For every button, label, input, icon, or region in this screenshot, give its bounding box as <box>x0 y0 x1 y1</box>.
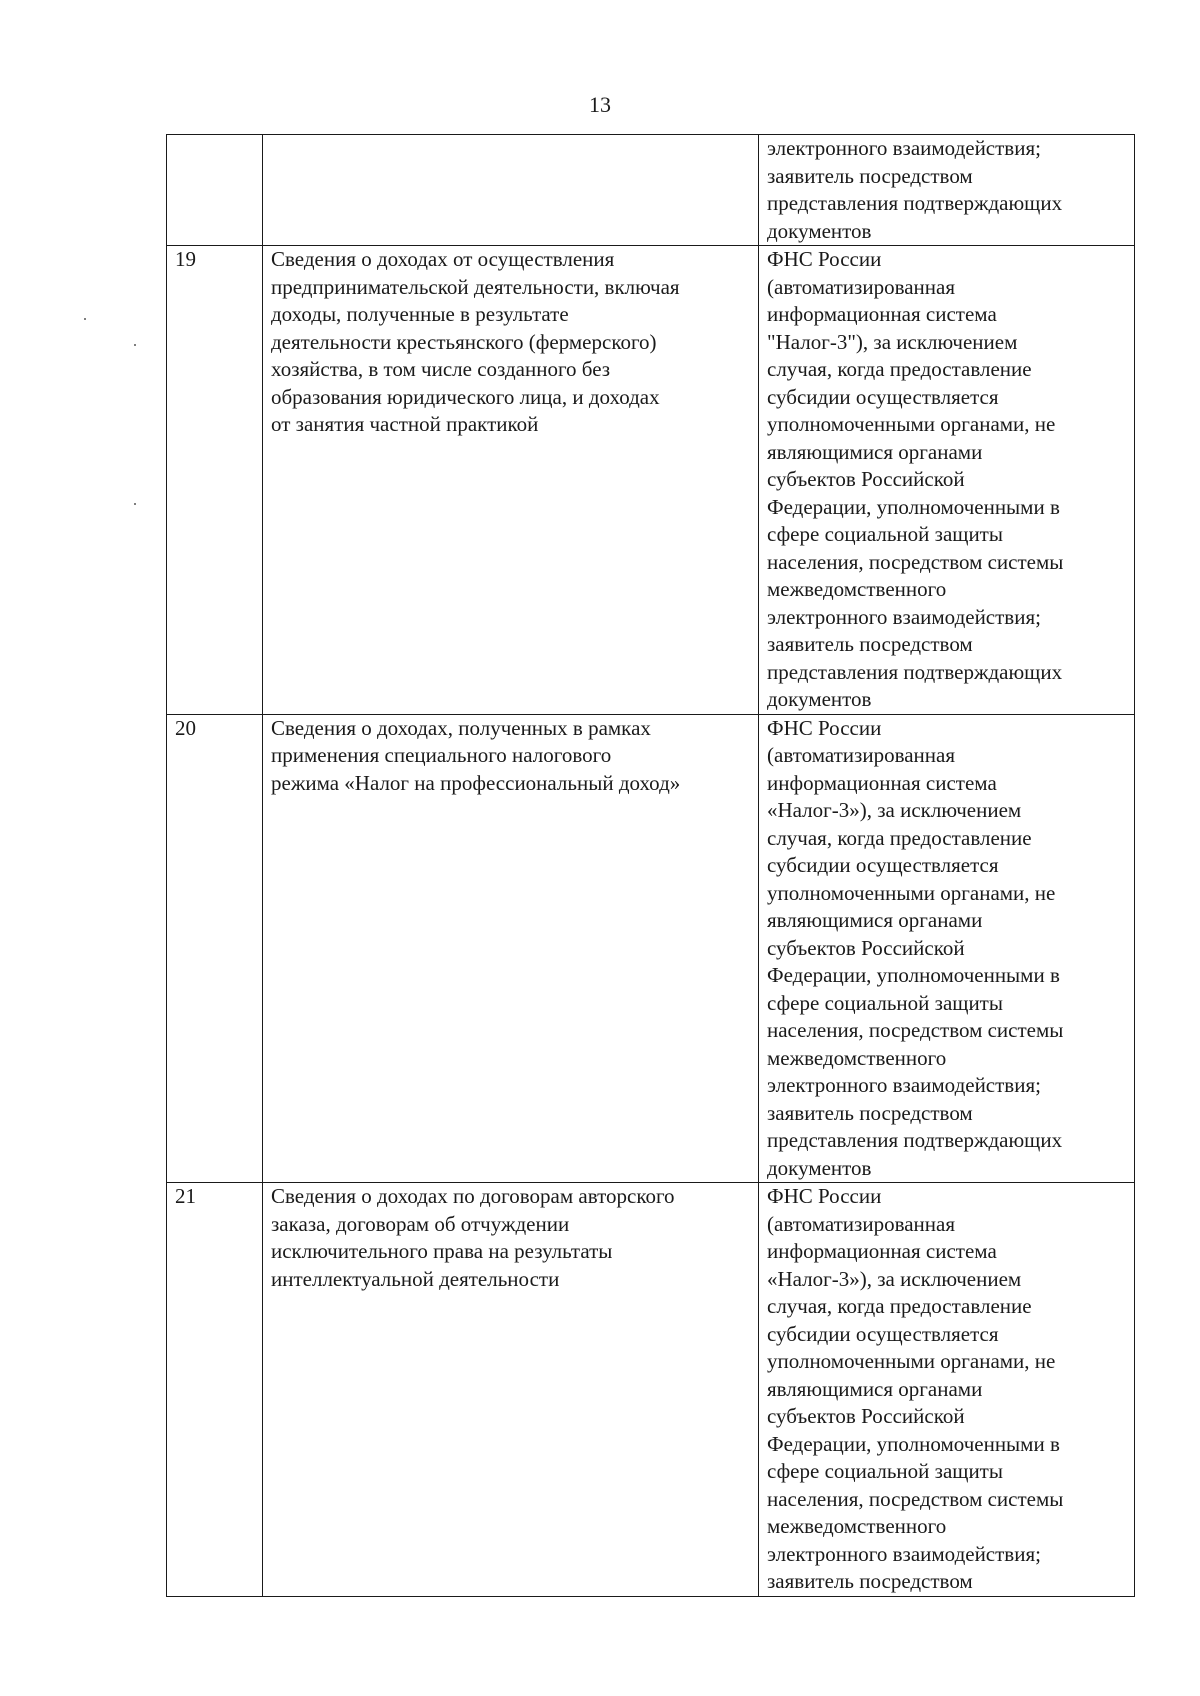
page-number: 13 <box>589 92 611 117</box>
text-line: информационная система <box>767 302 997 326</box>
text-line: информационная система <box>767 770 997 795</box>
text-line: "Налог-3"), за исключением <box>767 329 1018 354</box>
text-line: субъектов Российской <box>767 1404 965 1428</box>
text-line: являющимися органами <box>767 1376 983 1401</box>
text-line: электронного взаимодействия; <box>767 1541 1041 1566</box>
text-line: случая, когда предоставление <box>767 825 1032 850</box>
description-cell <box>263 246 759 715</box>
scan-speck <box>84 318 86 320</box>
text-line: ФНС России <box>767 247 882 271</box>
text-line: Сведения о доходах, полученных в рамках <box>271 715 651 740</box>
table-row <box>167 714 1135 1183</box>
text-line: субъектов Российской <box>767 467 965 491</box>
text-line: представления подтверждающих <box>767 1128 1063 1152</box>
source-cell <box>759 246 1135 715</box>
table-row <box>167 135 1135 246</box>
source-cell <box>759 714 1135 1183</box>
text-line: сфере социальной защиты <box>767 522 1003 546</box>
row-number-cell <box>167 135 263 246</box>
text-line: хозяйства, в том числе созданного без <box>271 357 611 381</box>
text-line: межведомственного <box>767 1514 947 1538</box>
text-line: заявитель посредством <box>767 1569 973 1593</box>
text-line: применения специального налогового <box>271 743 612 767</box>
text-line: заявитель посредством <box>767 1100 973 1125</box>
table-body <box>167 135 1135 1597</box>
text-line: деятельности крестьянского (фермерского) <box>271 329 657 354</box>
text-line: образования юридического лица, и доходах <box>271 384 660 409</box>
text-line: от занятия частной практикой <box>271 412 539 436</box>
text-line: субсидии осуществляется <box>767 384 999 409</box>
text-line: субсидии осуществляется <box>767 1321 999 1346</box>
text-line: режима «Налог на профессиональный доход» <box>271 770 681 795</box>
text-line: электронного взаимодействия; <box>767 1073 1041 1097</box>
text-line: населения, посредством системы <box>767 1486 1064 1511</box>
text-line: Сведения о доходах от осуществления <box>271 247 615 271</box>
text-line: являющимися органами <box>767 439 983 464</box>
text-line: Федерации, уполномоченными в <box>767 1431 1060 1456</box>
text-line: электронного взаимодействия; <box>767 136 1041 160</box>
description-cell <box>263 135 759 246</box>
text-line: Сведения о доходах по договорам авторского <box>271 1184 675 1208</box>
text-line: случая, когда предоставление <box>767 357 1032 381</box>
text-line: (автоматизированная <box>767 743 955 767</box>
text-line: предпринимательской деятельности, включая <box>271 274 680 299</box>
text-line: уполномоченными органами, не <box>767 880 1056 905</box>
text-line: «Налог-3»), за исключением <box>767 798 1022 822</box>
text-line: случая, когда предоставление <box>767 1294 1032 1318</box>
text-line: (автоматизированная <box>767 274 955 299</box>
text-line: информационная система <box>767 1239 997 1263</box>
text-line: заказа, договорам об отчуждении <box>271 1211 570 1236</box>
text-line: уполномоченными органами, не <box>767 1349 1056 1373</box>
text-line: интеллектуальной деятельности <box>271 1266 560 1291</box>
text-line: документов <box>767 218 872 243</box>
description-cell <box>263 714 759 1183</box>
income-sources-table <box>166 134 1135 1597</box>
text-line: представления подтверждающих <box>767 659 1063 684</box>
text-line: заявитель посредством <box>767 163 973 188</box>
text-line: доходы, полученные в результате <box>271 302 569 326</box>
text-line: документов <box>767 687 872 711</box>
table-row <box>167 246 1135 715</box>
description-cell <box>263 1183 759 1597</box>
text-line: документов <box>767 1155 872 1180</box>
row-number-cell: 20 <box>167 714 263 1183</box>
text-line: ФНС России <box>767 715 882 740</box>
text-line: являющимися органами <box>767 908 983 932</box>
text-line: субъектов Российской <box>767 935 965 960</box>
text-line: Федерации, уполномоченными в <box>767 494 1060 519</box>
text-line: населения, посредством системы <box>767 549 1064 574</box>
scan-speck <box>134 503 136 505</box>
row-number-cell: 19 <box>167 246 263 715</box>
text-line: межведомственного <box>767 577 947 601</box>
text-line: «Налог-3»), за исключением <box>767 1266 1022 1291</box>
text-line: населения, посредством системы <box>767 1018 1064 1042</box>
table-row <box>167 1183 1135 1597</box>
scan-speck <box>134 344 136 346</box>
text-line: сфере социальной защиты <box>767 990 1003 1015</box>
source-cell <box>759 1183 1135 1597</box>
text-line: ФНС России <box>767 1184 882 1208</box>
text-line: субсидии осуществляется <box>767 853 999 877</box>
source-cell <box>759 135 1135 246</box>
text-line: (автоматизированная <box>767 1211 955 1236</box>
text-line: электронного взаимодействия; <box>767 604 1041 629</box>
text-line: представления подтверждающих <box>767 191 1063 215</box>
text-line: сфере социальной защиты <box>767 1459 1003 1483</box>
text-line: Федерации, уполномоченными в <box>767 963 1060 987</box>
text-line: межведомственного <box>767 1045 947 1070</box>
text-line: исключительного права на результаты <box>271 1239 613 1263</box>
text-line: уполномоченными органами, не <box>767 412 1056 436</box>
text-line: заявитель посредством <box>767 632 973 656</box>
row-number-cell: 21 <box>167 1183 263 1597</box>
